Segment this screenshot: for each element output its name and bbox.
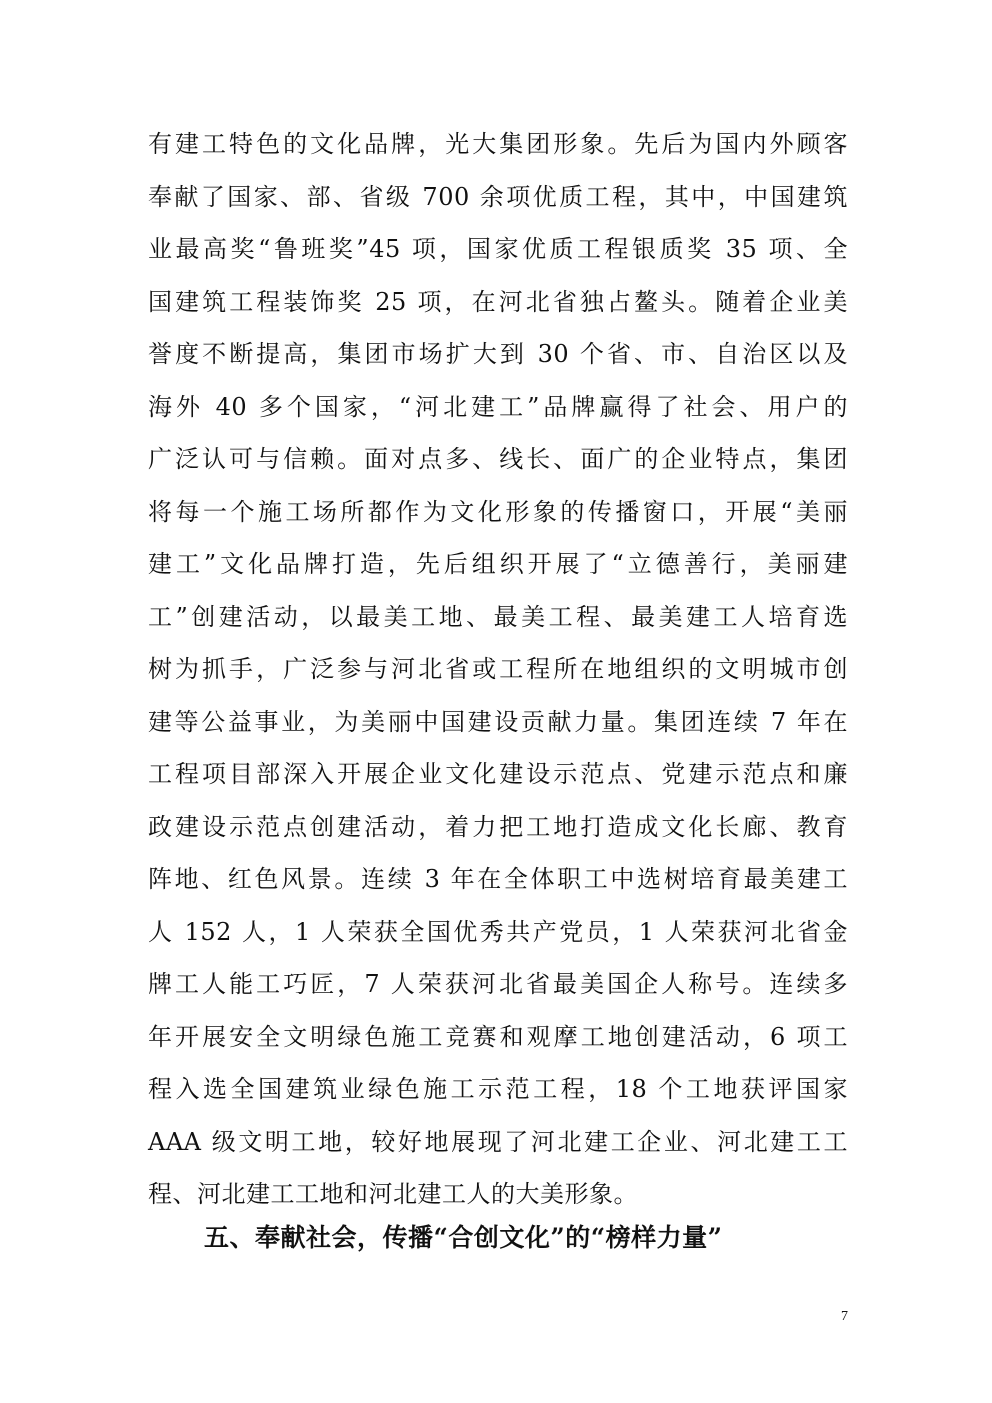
paragraph-line: 程入选全国建筑业绿色施工示范工程，18 个工地获评国家 (148, 1075, 848, 1103)
page-number: 7 (841, 1309, 848, 1324)
paragraph-line: 年开展安全文明绿色施工竞赛和观摩工地创建活动，6 项工 (148, 1022, 848, 1051)
paragraph-line: 奉献了国家、部、省级 700 余项优质工程，其中，中国建筑 (148, 182, 848, 211)
paragraph-line: 誉度不断提高，集团市场扩大到 30 个省、市、自治区以及 (148, 340, 848, 368)
body-paragraph (148, 118, 848, 1221)
paragraph-line: 建等公益事业，为美丽中国建设贡献力量。集团连续 7 年在 (148, 707, 848, 736)
paragraph-line: 政建设示范点创建活动，着力把工地打造成文化长廊、教育 (148, 812, 848, 841)
paragraph-line: 将每一个施工场所都作为文化形象的传播窗口，开展“美丽 (148, 497, 848, 526)
paragraph-line: 牌工人能工巧匠，7 人荣获河北省最美国企人称号。连续多 (148, 970, 848, 998)
paragraph-line: 工程项目部深入开展企业文化建设示范点、党建示范点和廉 (148, 760, 848, 788)
paragraph-line: 树为抓手，广泛参与河北省或工程所在地组织的文明城市创 (148, 655, 848, 683)
paragraph-line: 海外 40 多个国家，“河北建工”品牌赢得了社会、用户的 (148, 392, 848, 421)
paragraph-line: 国建筑工程装饰奖 25 项，在河北省独占鳌头。随着企业美 (148, 287, 848, 316)
paragraph-line: 广泛认可与信赖。面对点多、线长、面广的企业特点，集团 (148, 445, 848, 473)
paragraph-line: 人 152 人，1 人荣获全国优秀共产党员，1 人荣获河北省金 (148, 917, 848, 946)
paragraph-line: 阵地、红色风景。连续 3 年在全体职工中选树培育最美建工 (148, 865, 848, 893)
section-heading: 五、奉献社会，传播“合创文化”的“榜样力量” (204, 1223, 723, 1252)
paragraph-line: 业最高奖“鲁班奖”45 项，国家优质工程银质奖 35 项、全 (148, 235, 848, 263)
paragraph-line: 程、河北建工工地和河北建工人的大美形象。 (148, 1180, 638, 1208)
paragraph-line: 工”创建活动，以最美工地、最美工程、最美建工人培育选 (148, 602, 848, 631)
paragraph-line: 有建工特色的文化品牌，光大集团形象。先后为国内外顾客 (148, 130, 848, 158)
paragraph-line: AAA 级文明工地，较好地展现了河北建工企业、河北建工工 (148, 1127, 848, 1156)
paragraph-line: 建工”文化品牌打造，先后组织开展了“立德善行，美丽建 (148, 550, 848, 578)
